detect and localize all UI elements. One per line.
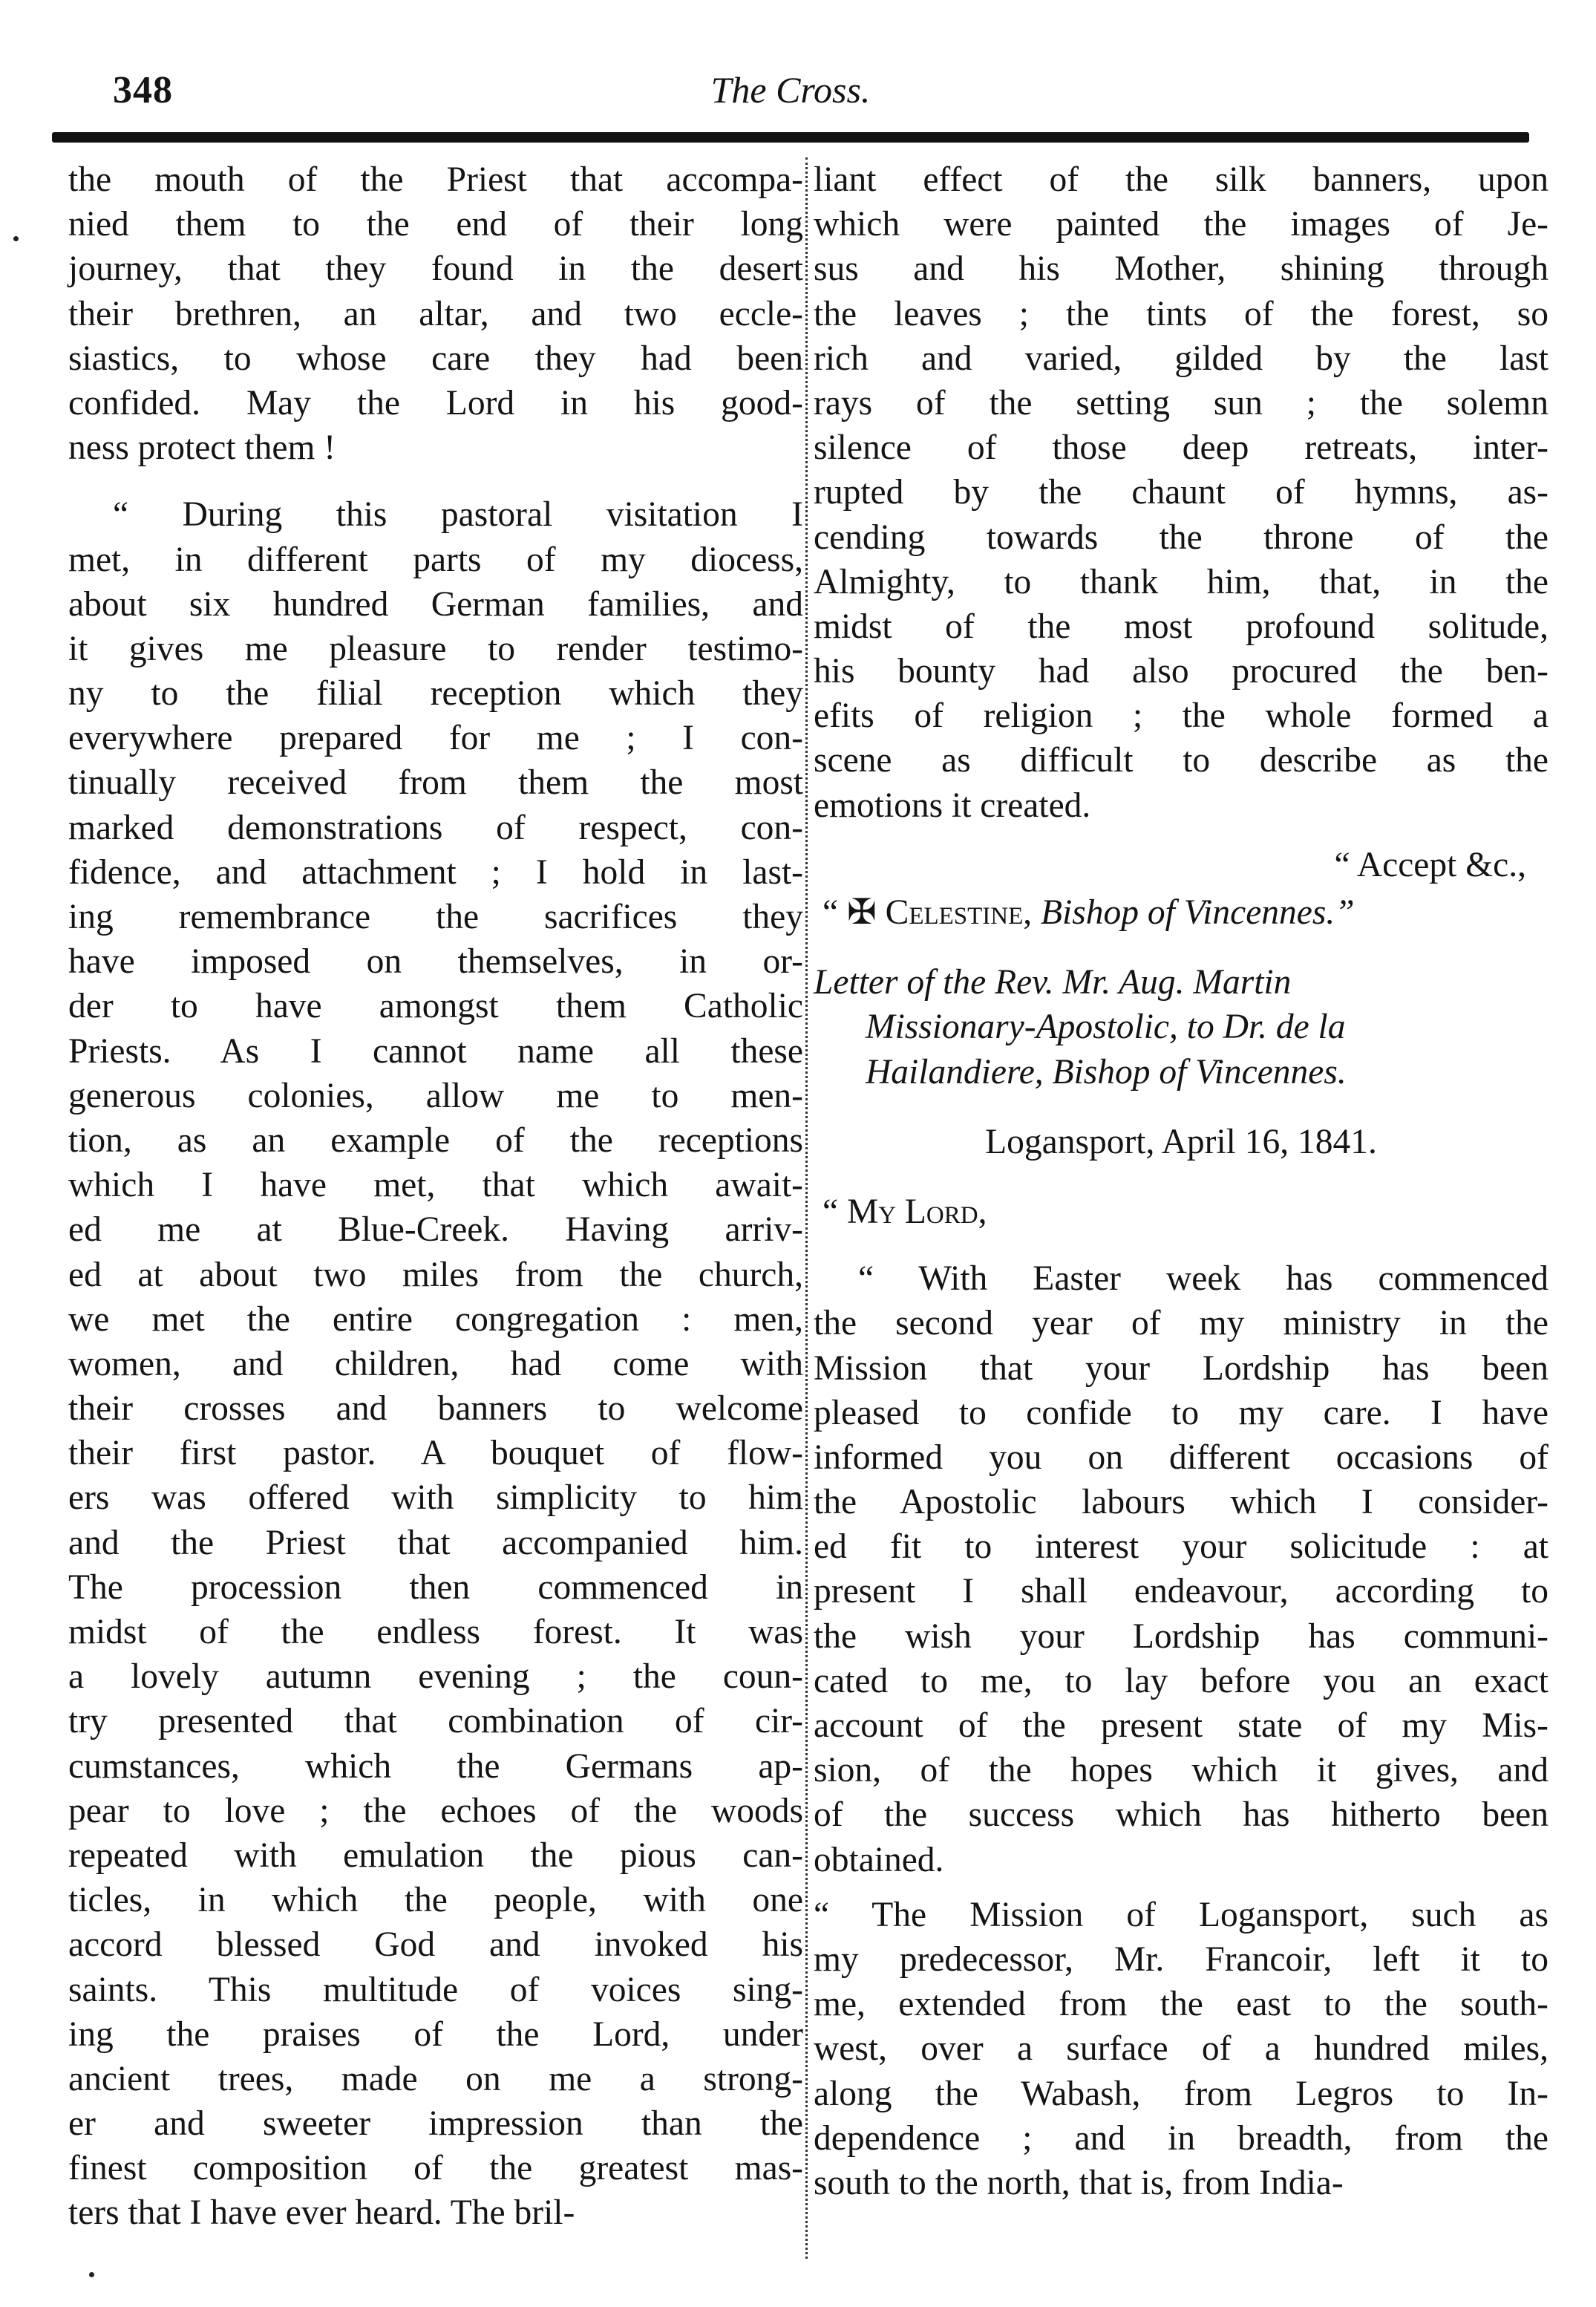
- text-line: me, extended from the east to the south-: [814, 1985, 1548, 2024]
- running-title: The Cross.: [710, 69, 871, 111]
- text-line: which I have met, that which await-: [68, 1166, 803, 1205]
- text-line: of the success which has hitherto been: [814, 1795, 1548, 1835]
- text-line: saints. This multitude of voices sing-: [68, 1970, 803, 2009]
- text-line: dependence ; and in breadth, from the: [814, 2118, 1548, 2158]
- text-line: journey, that they found in the desert: [68, 249, 803, 289]
- text-line: and the Priest that accompanied him.: [68, 1523, 803, 1562]
- text-line: the wish your Lordship has communi-: [814, 1616, 1548, 1656]
- text-line: rupted by the chaunt of hymns, as-: [814, 473, 1548, 512]
- text-line: midst of the endless forest. It was: [68, 1613, 803, 1651]
- text-line: his bounty had also procured the ben-: [814, 652, 1548, 691]
- text-line: cending towards the throne of the: [814, 518, 1548, 557]
- speck: [13, 236, 19, 241]
- text-line: rays of the setting sun ; the solemn: [814, 383, 1548, 422]
- letter-title-line: Hailandiere, Bishop of Vincennes.: [866, 1052, 1347, 1091]
- paragraph: [68, 157, 803, 470]
- text-line: der to have amongst them Catholic: [68, 987, 803, 1026]
- text-line: Almighty, to thank him, that, in the: [814, 562, 1548, 601]
- signature-name: Celestine,: [885, 893, 1033, 932]
- text-line: efits of religion ; the whole formed a: [814, 696, 1548, 736]
- text-line: a lovely autumn evening ; the coun-: [68, 1657, 803, 1697]
- paragraph: [814, 1256, 1548, 1882]
- right-column: [814, 157, 1548, 2288]
- text-line: cated to me, to lay before you an exact: [814, 1661, 1548, 1700]
- header-rule: [52, 132, 1529, 143]
- text-line: obtained.: [814, 1840, 944, 1879]
- text-line: my predecessor, Mr. Francoir, left it to: [814, 1939, 1548, 1979]
- text-line: women, and children, had come with: [68, 1344, 803, 1383]
- text-line: pear to love ; the echoes of the woods: [68, 1791, 803, 1830]
- text-line: generous colonies, allow me to men-: [68, 1076, 803, 1115]
- text-line: ancient trees, made on me a strong-: [68, 2059, 803, 2098]
- signature-title: Bishop of Vincennes.”: [1041, 893, 1355, 932]
- text-line: ny to the filial reception which they: [68, 674, 803, 714]
- text-line: accord blessed God and invoked his: [68, 1925, 803, 1965]
- text-line: met, in different parts of my diocess,: [68, 540, 803, 579]
- text-line: rich and varied, gilded by the last: [814, 339, 1548, 378]
- text-line: have imposed on themselves, in or-: [68, 942, 803, 982]
- salutation: “ My Lord,: [822, 1192, 987, 1231]
- text-line: their crosses and banners to welcome: [68, 1389, 803, 1429]
- text-line: tinually received from them the most: [68, 763, 803, 803]
- page-number: 348: [113, 69, 173, 111]
- text-line: the leaves ; the tints of the forest, so: [814, 294, 1548, 333]
- closing: “ Accept &c.,: [1334, 845, 1526, 884]
- text-line: everywhere prepared for me ; I con-: [68, 719, 803, 758]
- text-line: the second year of my ministry in the: [814, 1304, 1548, 1343]
- paragraph-gap: [814, 1882, 1548, 1893]
- paragraph-gap: [68, 470, 803, 492]
- column-divider: [805, 157, 808, 2259]
- text-line: tion, as an example of the receptions: [68, 1120, 803, 1160]
- text-line: account of the present state of my Mis-: [814, 1706, 1548, 1745]
- paragraph: [814, 157, 1548, 828]
- dateline: Logansport, April 16, 1841.: [985, 1122, 1377, 1161]
- text-line: their brethren, an altar, and two eccle-: [68, 294, 803, 333]
- text-line: the mouth of the Priest that accompa-: [68, 160, 803, 199]
- text-line: liant effect of the silk banners, upon: [814, 160, 1548, 199]
- text-line: “ With Easter week has commenced: [858, 1259, 1548, 1299]
- paragraph: [814, 1893, 1548, 2205]
- text-line: their first pastor. A bouquet of flow-: [68, 1434, 803, 1473]
- text-line: finest composition of the greatest mas-: [68, 2149, 803, 2188]
- speck: [89, 2272, 94, 2277]
- text-line: south to the north, that is, from India-: [814, 2163, 1344, 2202]
- text-line: The procession then commenced in: [68, 1567, 803, 1607]
- text-line: sus and his Mother, shining through: [814, 249, 1548, 289]
- signature: [814, 890, 1548, 935]
- text-line: silence of those deep retreats, inter-: [814, 428, 1548, 468]
- text-line: “ The Mission of Logansport, such as: [814, 1895, 1548, 1934]
- text-line: siastics, to whose care they had been: [68, 339, 803, 378]
- text-line: confided. May the Lord in his good-: [68, 383, 803, 422]
- text-line: ing remembrance the sacrifices they: [68, 898, 803, 936]
- text-line: present I shall endeavour, according to: [814, 1572, 1548, 1611]
- text-line: er and sweeter impression than the: [68, 2104, 803, 2144]
- text-line: ticles, in which the people, with one: [68, 1881, 803, 1920]
- text-line: scene as difficult to describe as the: [814, 741, 1548, 780]
- text-line: ed me at Blue-Creek. Having arriv-: [68, 1210, 803, 1250]
- text-line: along the Wabash, from Legros to In-: [814, 2074, 1548, 2113]
- letter-title-line: Missionary-Apostolic, to Dr. de la: [866, 1008, 1346, 1047]
- text-line: we met the entire congregation : men,: [68, 1299, 803, 1339]
- text-line: ters that I have ever heard. The bril-: [68, 2193, 575, 2233]
- left-column: [68, 157, 803, 2288]
- text-line: the Apostolic labours which I consider-: [814, 1483, 1548, 1522]
- text-line: ed at about two miles from the church,: [68, 1255, 803, 1294]
- text-line: Priests. As I cannot name all these: [68, 1031, 803, 1071]
- text-line: midst of the most profound solitude,: [814, 607, 1548, 646]
- text-line: cumstances, which the Germans ap-: [68, 1746, 803, 1786]
- text-line: ers was offered with simplicity to him: [68, 1478, 803, 1518]
- text-line: fidence, and attachment ; I hold in last-: [68, 852, 803, 892]
- text-line: informed you on different occasions of: [814, 1438, 1548, 1477]
- text-line: emotions it created.: [814, 786, 1091, 825]
- text-line: about six hundred German families, and: [68, 584, 803, 624]
- text-line: Mission that your Lordship has been: [814, 1348, 1548, 1388]
- text-line: it gives me pleasure to render testimo-: [68, 629, 803, 668]
- text-line: ing the praises of the Lord, under: [68, 2014, 803, 2054]
- letter-title: [814, 960, 1548, 1094]
- paragraph: [68, 492, 803, 2235]
- paragraph-gap: [814, 1234, 1548, 1256]
- text-line: repeated with emulation the pious can-: [68, 1836, 803, 1875]
- text-line: pleased to confide to my care. I have: [814, 1393, 1548, 1432]
- signature-prefix: “ ✠: [822, 893, 877, 932]
- text-line: ed fit to interest your solicitude : at: [814, 1527, 1548, 1567]
- text-line: nied them to the end of their long: [68, 205, 803, 244]
- text-line: “ During this pastoral visitation I: [113, 495, 803, 535]
- text-line: which were painted the images of Je-: [814, 205, 1548, 244]
- text-line: marked demonstrations of respect, con-: [68, 808, 803, 847]
- text-line: ness protect them !: [68, 428, 336, 468]
- text-line: sion, of the hopes which it gives, and: [814, 1751, 1548, 1790]
- text-line: west, over a surface of a hundred miles,: [814, 2029, 1548, 2069]
- letter-title-line: Letter of the Rev. Mr. Aug. Martin: [814, 963, 1292, 1002]
- page-header: [45, 68, 1537, 120]
- text-line: try presented that combination of cir-: [68, 1702, 803, 1741]
